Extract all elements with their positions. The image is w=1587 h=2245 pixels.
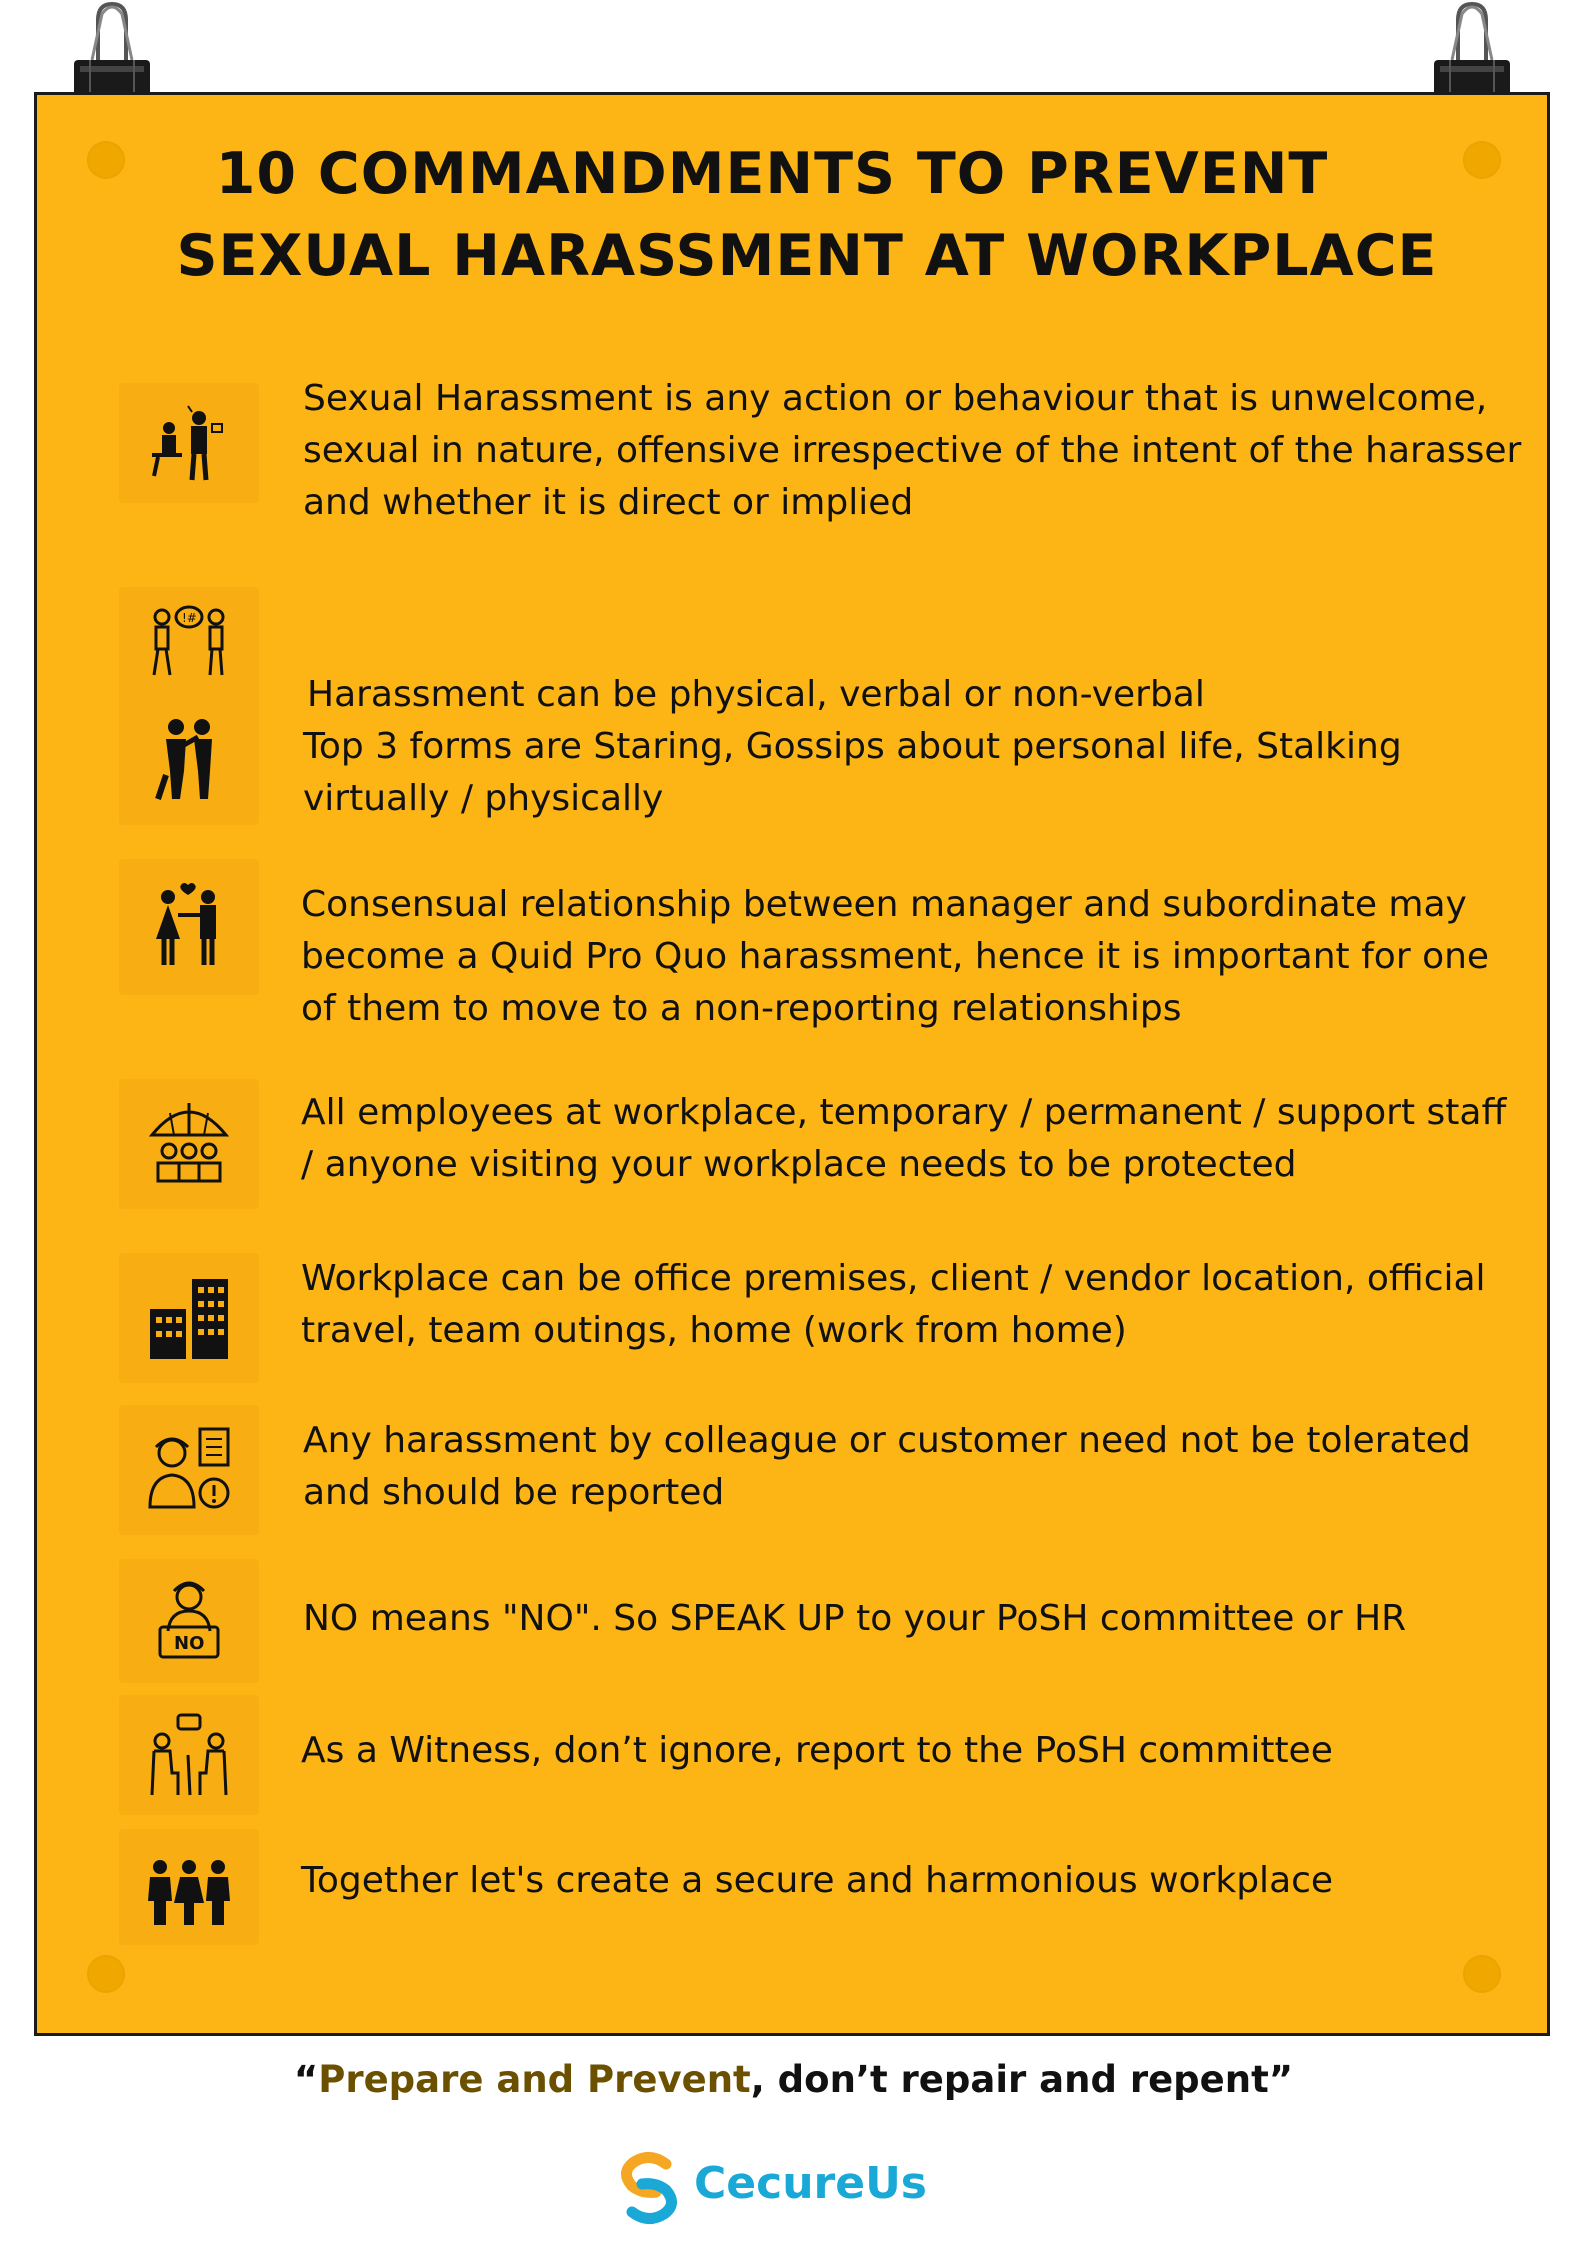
poster [34, 92, 1550, 2036]
commandment-text: All employees at workplace, temporary / permanent / support staff / anyone visiting your workplace needs to be protected [301, 1092, 1507, 1185]
brand-name: CecureUs [694, 2158, 927, 2209]
stalking-people-icon [119, 695, 259, 825]
commandment-text: As a Witness, don’t ignore, report to the PoSH committee [301, 1730, 1333, 1771]
brand-logo [610, 2148, 990, 2228]
quote-rest: , don’t repair and repent” [750, 2058, 1294, 2101]
umbrella-protection-icon [119, 1079, 259, 1209]
title-line-1: 10 COMMANDMENTS TO PREVENT [215, 141, 1329, 207]
svg-text:NO: NO [174, 1633, 205, 1654]
commandment-text: Consensual relationship between manager and subordinate may become a Quid Pro Quo harassment, hence it is important for one of them to move to a non-reporting relationships [301, 884, 1490, 1029]
verbal-argument-icon [119, 587, 259, 707]
witness-conversation-icon [119, 1695, 259, 1815]
footer-quote [0, 2058, 1587, 2101]
commandment-text: NO means "NO". So SPEAK UP to your PoSH committee or HR [303, 1598, 1407, 1639]
pin-dot [1463, 1955, 1501, 1993]
commandment-text: Harassment can be physical, verbal or non-verbal [307, 674, 1205, 715]
commandment-text: Together let's create a secure and harmonious workplace [301, 1860, 1334, 1901]
report-complaint-icon [119, 1405, 259, 1535]
poster-title [37, 133, 1547, 297]
commandment-text: Workplace can be office premises, client / vendor location, official travel, team outings, home (work from home) [301, 1258, 1486, 1351]
quote-open: “ [293, 2058, 319, 2101]
couple-hearts-icon [119, 859, 259, 995]
quote-highlight: Prepare and Prevent [318, 2058, 751, 2101]
pin-dot [87, 1955, 125, 1993]
group-people-icon [119, 1829, 259, 1945]
commandment-text: Sexual Harassment is any action or behaviour that is unwelcome, sexual in nature, offensive irrespective of the intent of the harasser and whether it is direct or implied [303, 378, 1522, 523]
cecureus-logo-icon [610, 2148, 688, 2228]
harassment-desk-icon [119, 383, 259, 503]
title-line-2: SEXUAL HARASSMENT AT WORKPLACE [176, 223, 1438, 289]
buildings-icon [119, 1253, 259, 1383]
commandment-text: Any harassment by colleague or customer need not be tolerated and should be reported [303, 1420, 1471, 1513]
no-sign-person-icon [119, 1559, 259, 1683]
svg-text:!#: !# [182, 611, 197, 625]
commandment-text: Top 3 forms are Staring, Gossips about personal life, Stalking virtually / physically [303, 726, 1402, 819]
